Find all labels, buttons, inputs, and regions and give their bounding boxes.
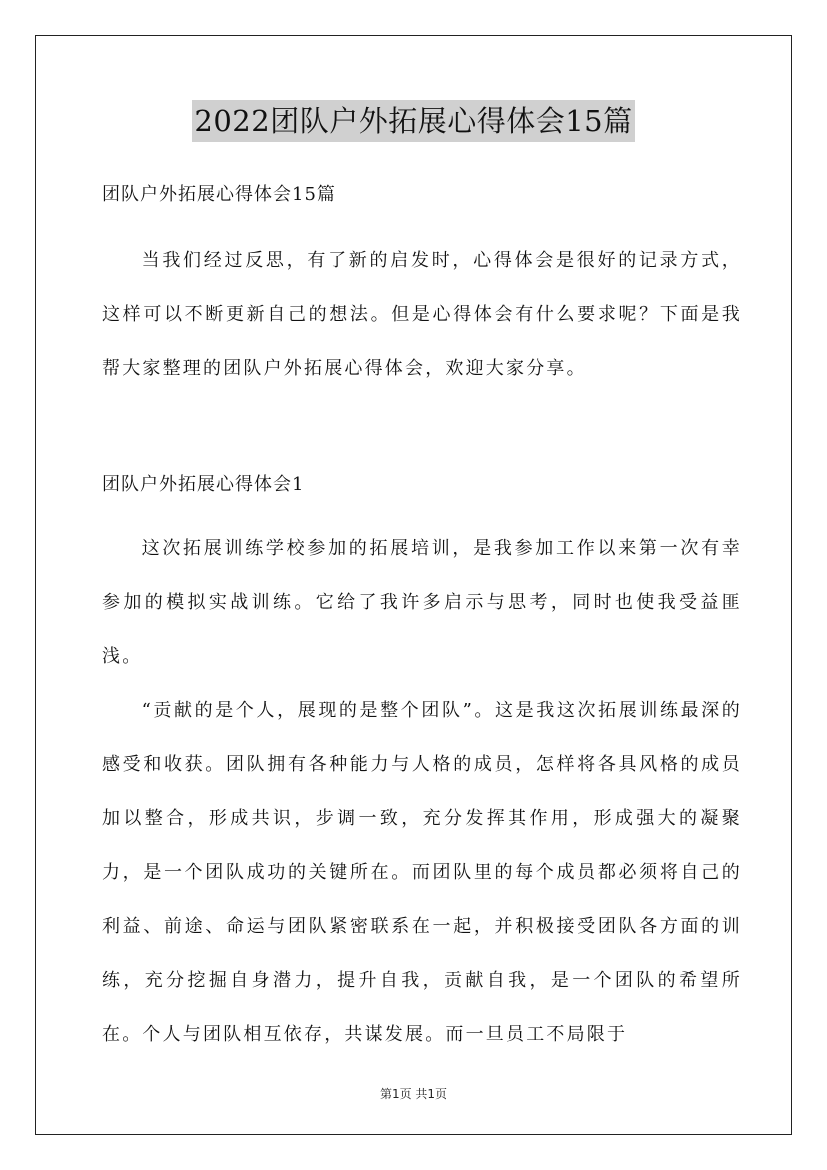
- page-footer: 第1页 共1页: [379, 1087, 448, 1101]
- intro-paragraph: 当我们经过反思，有了新的启发时，心得体会是很好的记录方式，这样可以不断更新自己的想法。但是心得体会有什么要求呢？下面是我帮大家整理的团队户外拓展心得体会，欢迎大家分享。: [102, 250, 742, 379]
- document-title: 2022团队户外拓展心得体会15篇: [192, 100, 634, 142]
- document-subtitle: 团队户外拓展心得体会15篇: [102, 184, 336, 205]
- section-paragraph-1: 这次拓展训练学校参加的拓展培训，是我参加工作以来第一次有幸参加的模拟实战训练。它给了我许多启示与思考，同时也使我受益匪浅。: [102, 538, 742, 667]
- title-container: [0, 100, 827, 142]
- document-body: [102, 178, 742, 1062]
- section-heading: 团队户外拓展心得体会1: [102, 474, 305, 495]
- section-paragraph-2: “贡献的是个人，展现的是整个团队”。这是我这次拓展训练最深的感受和收获。团队拥有各种能力与人格的成员，怎样将各具风格的成员加以整合，形成共识，步调一致，充分发挥其作用，形成强大的凝聚力，是一个团队成功的关键所在。而团队里的每个成员都必须将自己的利益、前途、命运与团队紧密联系在一起，并积极接受团队各方面的训练，充分挖掘自身潜力，提升自我，贡献自我，是一个团队的希望所在。个人与团队相互依存，共谋发展。而一旦员工不局限于: [102, 700, 742, 1045]
